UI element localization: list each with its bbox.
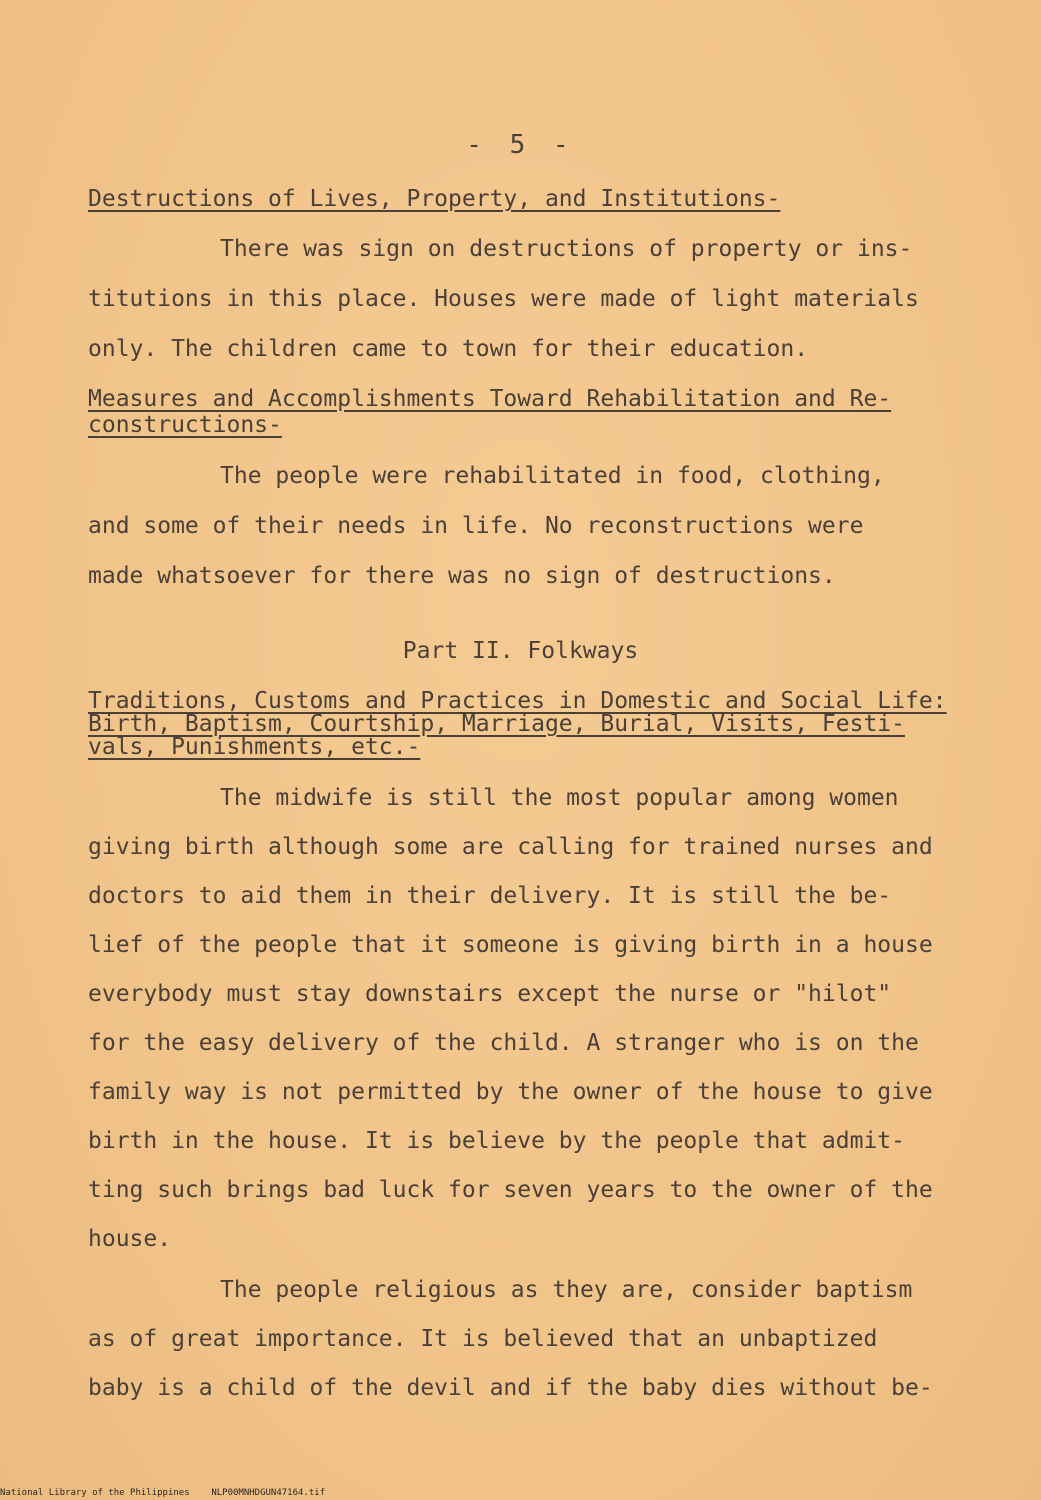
- section-heading-traditions: Traditions, Customs and Practices in Domestic and Social Life:: [88, 688, 947, 714]
- paragraph-line: family way is not permitted by the owner of the house to give: [88, 1079, 933, 1105]
- paragraph-line: ting such brings bad luck for seven years to the owner of the: [88, 1177, 933, 1203]
- paragraph-line: The midwife is still the most popular among women: [220, 785, 899, 811]
- paragraph-line: lief of the people that it someone is giving birth in a house: [88, 932, 933, 958]
- paragraph-line: birth in the house. It is believe by the people that admit-: [88, 1128, 905, 1154]
- paragraph-line: titutions in this place. Houses were made of light materials: [88, 286, 919, 312]
- paragraph-line: The people were rehabilitated in food, clothing,: [220, 463, 885, 489]
- part-title: Part II. Folkways: [402, 638, 639, 664]
- paragraph-line: and some of their needs in life. No reconstructions were: [88, 513, 864, 539]
- paragraph-line: as of great importance. It is believed that an unbaptized: [88, 1326, 878, 1352]
- paragraph-line: made whatsoever for there was no sign of destructions.: [88, 563, 836, 589]
- section-heading-traditions-cont: Birth, Baptism, Courtship, Marriage, Burial, Visits, Festi-: [88, 711, 905, 737]
- paragraph-line: for the easy delivery of the child. A stranger who is on the: [88, 1030, 919, 1056]
- paragraph-line: house.: [88, 1226, 172, 1252]
- section-heading-measures-cont: constructions-: [88, 412, 282, 438]
- paragraph-line: There was sign on destructions of property or ins-: [220, 236, 913, 262]
- paragraph-line: everybody must stay downstairs except the nurse or "hilot": [88, 981, 892, 1007]
- paragraph-line: The people religious as they are, consider baptism: [220, 1277, 913, 1303]
- page-number: - 5 -: [466, 130, 575, 160]
- section-heading-destructions: Destructions of Lives, Property, and Institutions-: [88, 186, 781, 212]
- section-heading-traditions-cont: vals, Punishments, etc.-: [88, 734, 421, 760]
- paragraph-line: giving birth although some are calling for trained nurses and: [88, 834, 933, 860]
- paragraph-line: only. The children came to town for their education.: [88, 336, 809, 362]
- paragraph-line: baby is a child of the devil and if the baby dies without be-: [88, 1375, 933, 1401]
- paragraph-line: doctors to aid them in their delivery. It is still the be-: [88, 883, 892, 909]
- section-heading-measures: Measures and Accomplishments Toward Rehabilitation and Re-: [88, 386, 892, 412]
- archive-footer: National Library of the Philippines NLP00MNHDGUN47164.tif: [0, 1488, 326, 1498]
